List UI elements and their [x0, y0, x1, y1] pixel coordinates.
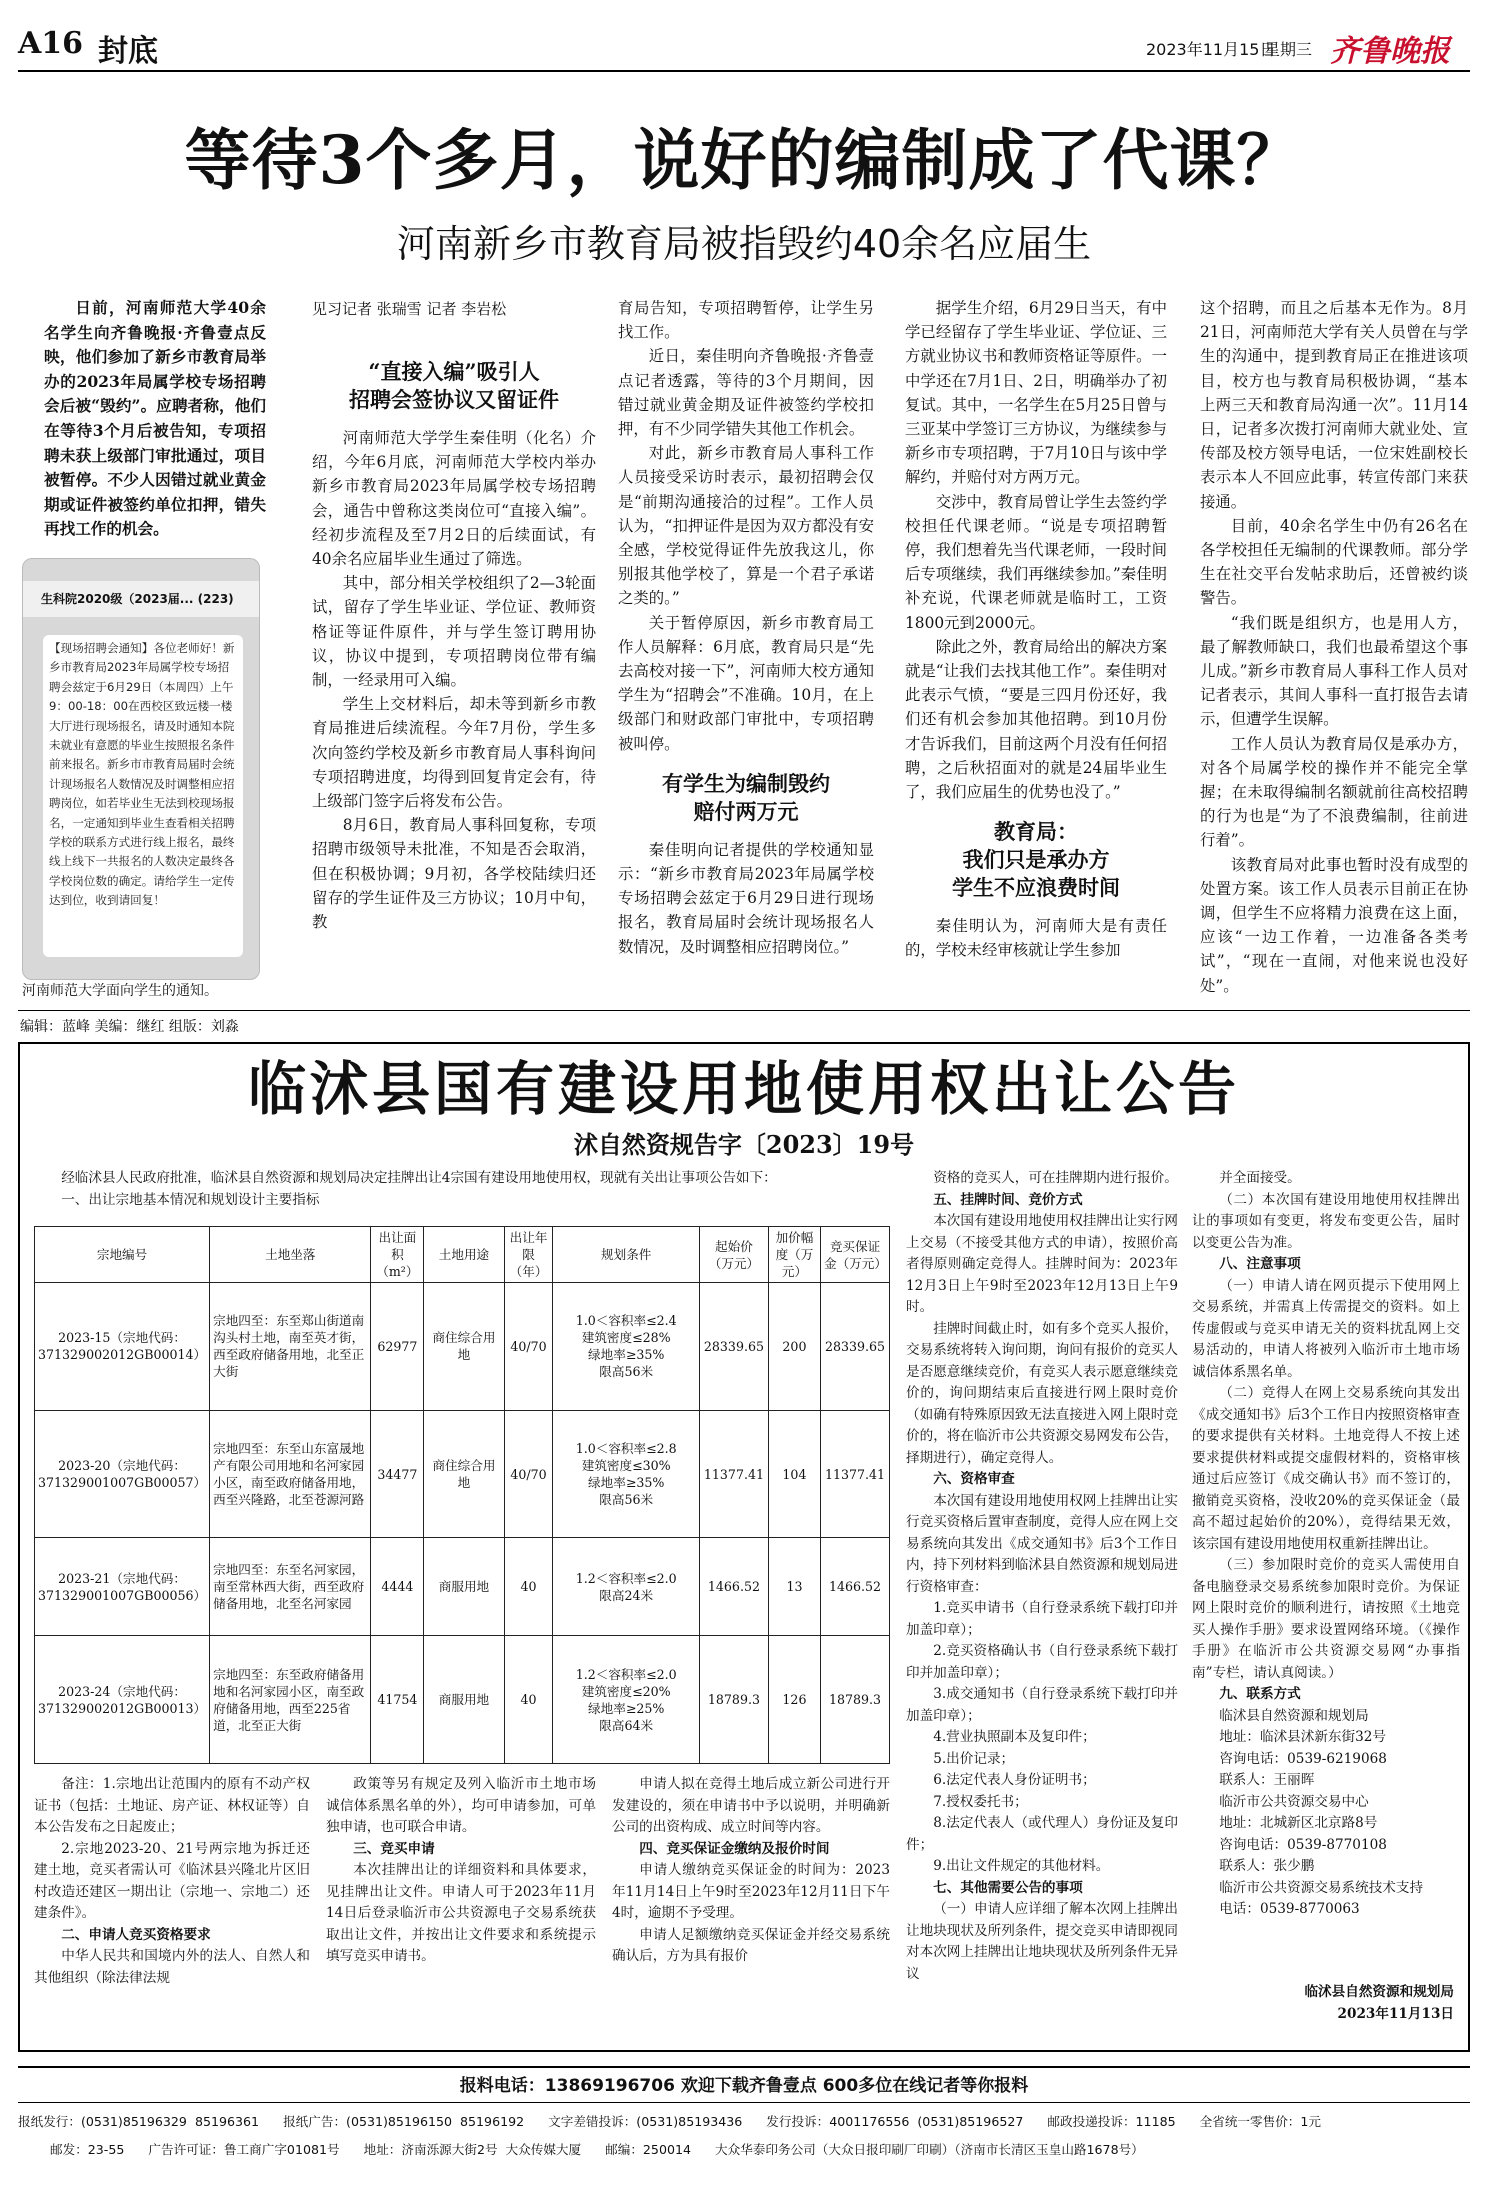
parcel-use: 商住综合用地	[424, 1283, 504, 1411]
footer-line2: 邮发：23-55 广告许可证：鲁工商广字01081号 地址：济南泺源大街2号 大众传媒大厦 邮编：250014 大众华泰印务公司（大众日报印刷厂印刷）（济南市长清区玉皇山路1678号）	[50, 2142, 1144, 2157]
starting-price: 1466.52	[699, 1538, 768, 1636]
parcel-id: 2023-21（宗地代码：371329001007GB00056）	[35, 1538, 210, 1636]
paragraph: 育局告知，专项招聘暂停，让学生另找工作。	[618, 299, 874, 342]
notice-paragraph: 政策等另有规定及列入临沂市土地市场诚信体系黑名单的外），均可申请参加，可单独申请，也可联合申请。	[326, 1776, 596, 1835]
paragraph: 秦佳明认为，河南师大是有责任的，学校未经审核就让学生参加	[905, 917, 1167, 960]
hotline-banner: 报料电话：13869196706 欢迎下载齐鲁壹点 600多位在线记者等你报料	[459, 2076, 1029, 2096]
notice-paragraph: （二）竞得人在网上交易系统向其发出《成交通知书》后3个工作日内按照资格审查的要求提供有关材料。土地竞得人不按上述要求提供材料或提交虚假材料的，资格审核通过后应签订《成交确认书》而不签订的，撤销竞买资格，没收20%的竞买保证金（最高不超过起始价的20%），竞得结果无效，该宗国有建设用地使用权重新挂牌出让。	[1192, 1385, 1460, 1552]
notice-section-heading: 八、注意事项	[1219, 1256, 1301, 1272]
paragraph: 这个招聘，而且之后基本无作为。8月21日，河南师范大学有关人员曾在与学生的沟通中，提到教育局正在推进该项目，校方也与教育局积极协调，“基本上两三天和教育局沟通一次”。11月14日，记者多次拨打河南师大就业处、宣传部及校方领导电话，一位宋姓副校长表示本人不回应此事，转宣传部门来获接通。	[1200, 299, 1468, 511]
notice-paragraph: 8.法定代表人（或代理人）身份证及复印件；	[906, 1815, 1178, 1853]
notice-paragraph: 联系人：王丽晖	[1219, 1772, 1315, 1788]
deposit: 11377.41	[821, 1410, 890, 1538]
notice-paragraph: 挂牌时间截止时，如有多个竞买人报价，交易系统将转入询问期，询问有报价的竞买人是否愿意继续竞价，有竞买人表示愿意继续竞价的，询问期结束后直接进行网上限时竞价（如确有特殊原因致无法直接进入网上限时竞价的，将在临沂市公共资源交易网发布公告，择期进行），确定竞得人。	[906, 1320, 1178, 1466]
parcel-area: 4444	[371, 1538, 424, 1636]
notice-paragraph: 资格的竞买人，可在挂牌期内进行报价。	[933, 1170, 1178, 1186]
parcel-location: 宗地四至：东至山东富晟地产有限公司用地和名河家园小区，南至政府储备用地，西至兴隆路，北至苍源河路	[210, 1410, 371, 1538]
paragraph: 目前，40余名学生中仍有26名在各学校担任无编制的代课教师。部分学生在社交平台发帖求助后，还曾被约谈警告。	[1200, 516, 1468, 608]
deposit: 28339.65	[821, 1283, 890, 1411]
notice-paragraph: 本次挂牌出让的详细资料和具体要求，见挂牌出让文件。申请人可于2023年11月14日后登录临沂市公共资源电子交易系统获取出让文件，并按出让文件要求和系统提示填写竞买申请书。	[326, 1862, 596, 1964]
paragraph: 学生上交材料后，却未等到新乡市教育局推进后续流程。今年7月份，学生多次向签约学校及新乡市教育局人事科询问专项招聘进度，均得到回复肯定会有，待上级部门签字后将发布公告。	[312, 695, 596, 811]
col-header: 出让年限（年）	[504, 1227, 553, 1283]
bid-increment: 104	[768, 1410, 820, 1538]
col-header: 土地用途	[424, 1227, 504, 1283]
intro-text: 经临沭县人民政府批准，临沭县自然资源和规划局决定挂牌出让4宗国有建设用地使用权，现就有关出让事项公告如下：	[61, 1170, 777, 1186]
planning-conditions: 1.2＜容积率≤2.0 建筑密度≤20% 绿地率≥25% 限高64米	[553, 1636, 700, 1764]
table-row	[35, 1283, 890, 1411]
planning-conditions: 1.2＜容积率≤2.0 限高24米	[553, 1538, 700, 1636]
parcel-location: 宗地四至：东至名河家园，南至常林西大街，西至政府储备用地，北至名河家园	[210, 1538, 371, 1636]
col-header: 土地坐落	[210, 1227, 371, 1283]
parcel-area: 62977	[371, 1283, 424, 1411]
notice-paragraph: 咨询电话：0539-6219068	[1219, 1750, 1387, 1767]
byline: 见习记者 张瑞雪 记者 李岩松	[312, 300, 507, 318]
notice-paragraph: 申请人缴纳竞买保证金的时间为：2023年11月14日上午9时至2023年12月11日下午4时，逾期不予受理。	[612, 1862, 890, 1921]
paragraph: 交涉中，教育局曾让学生去签约学校担任代课老师。“说是专项招聘暂停，我们想着先当代课老师，一段时间后专项继续，我们再继续参加。”秦佳明补充说，代课老师就是临时工，工资1800元到2000元。	[905, 492, 1167, 632]
notice-signature	[1192, 1982, 1454, 2025]
headline: 等待3个多月，说好的编制成了代课？	[184, 121, 1304, 199]
notice-paragraph: 临沂市公共资源交易系统技术支持	[1219, 1879, 1424, 1896]
section-heading: 一、出让宗地基本情况和规划设计主要指标	[61, 1191, 320, 1208]
parcel-use: 商服用地	[424, 1538, 504, 1636]
notice-paragraph: 咨询电话：0539-8770108	[1219, 1836, 1387, 1853]
starting-price: 11377.41	[699, 1410, 768, 1538]
notice-section-heading: 五、挂牌时间、竞价方式	[933, 1191, 1083, 1208]
page-number: A16	[18, 26, 84, 61]
notice-paragraph: （一）申请人请在网页提示下使用网上交易系统，并需真上传需提交的资料。如上传虚假或与竞买申请无关的资料扰乱网上交易活动的，申请人将被列入临沂市土地市场诚信体系黑名单。	[1192, 1277, 1460, 1380]
bid-increment: 13	[768, 1538, 820, 1636]
notice-paragraph: 联系人：张少鹏	[1219, 1858, 1315, 1874]
col-header: 出让面积（m²）	[371, 1227, 424, 1283]
parcel-term: 40/70	[504, 1410, 553, 1538]
notice-paragraph: 2.宗地2023-20、21号两宗地为拆迁还建土地，竞买者需认可《临沭县兴隆北片区旧村改造还建区一期出让（宗地一、宗地二）还建条件》。	[34, 1840, 310, 1921]
notice-number: 沭自然资规告字〔2023〕19号	[573, 1130, 915, 1159]
starting-price: 28339.65	[699, 1283, 768, 1411]
notice-paragraph: 临沭县自然资源和规划局	[1219, 1707, 1369, 1724]
newspaper-logo: 齐鲁晚报	[1330, 34, 1450, 69]
notice-intro	[34, 1168, 890, 1211]
col-header: 规划条件	[553, 1227, 700, 1283]
table-row	[35, 1410, 890, 1538]
parcel-term: 40/70	[504, 1283, 553, 1411]
phone-screenshot	[22, 558, 260, 980]
paragraph: 其中，部分相关学校组织了2—3轮面试，留存了学生毕业证、学位证、教师资格证等证件原件，并与学生签订聘用协议，协议中提到，专项招聘岗位带有编制，一经录用可入编。	[312, 574, 596, 690]
notice-paragraph: 5.出价记录；	[933, 1750, 1015, 1767]
land-table	[34, 1226, 890, 1764]
deposit: 1466.52	[821, 1538, 890, 1636]
sign-date: 2023年11月13日	[1337, 2005, 1454, 2022]
notice-paragraph: 地址：北城新区北京路8号	[1219, 1815, 1378, 1831]
notice-block-c4	[1192, 1168, 1460, 1921]
subhead-direct-hire: “直接入编”吸引人 招聘会签协议又留证件	[349, 359, 559, 412]
parcel-use: 商服用地	[424, 1636, 504, 1764]
notice-paragraph: （三）参加限时竞价的竞买人需使用自备电脑登录交易系统参加限时竞价。为保证网上限时竞价的顺利进行，请按照《土地竞买人操作手册》要求设置网络环境。（《操作手册》在临沂市公共资源交易网“办事指南”专栏，请认真阅读。）	[1192, 1557, 1460, 1681]
col-header: 起始价（万元）	[699, 1227, 768, 1283]
section-name: 封底	[98, 34, 158, 69]
masthead	[18, 26, 1470, 69]
masthead-rule	[18, 70, 1470, 72]
paragraph: 对此，新乡市教育局人事科工作人员接受采访时表示，最初招聘会仅是“前期沟通接洽的过程”。工作人员认为，“扣押证件是因为双方都没有安全感，学校觉得证件先放我这儿，你别报其他学校了，算是一个君子承诺之类的。”	[618, 444, 874, 608]
notice-block-bm	[326, 1774, 596, 1968]
bid-increment: 200	[768, 1283, 820, 1411]
bid-increment: 126	[768, 1636, 820, 1764]
notice-section-heading: 九、联系方式	[1219, 1686, 1301, 1702]
article-col3	[618, 296, 874, 959]
notice-paragraph: 1.竞买申请书（自行登录系统下载打印并加盖印章）；	[906, 1600, 1178, 1638]
lead-text: 日前，河南师范大学40余名学生向齐鲁晚报·齐鲁壹点反映，他们参加了新乡市教育局举办的2023年局属学校专场招聘会后被“毁约”。应聘者称，他们在等待3个月后被告知，专项招聘未获上级部门审批通过，项目被暂停。不少人因错过就业黄金期或证件被签约单位扣押，错失再找工作的机会。	[44, 298, 266, 539]
paragraph: 近日，秦佳明向齐鲁晚报·齐鲁壹点记者透露，等待的3个月期间，因错过就业黄金期及证件被签约学校扣押，有不少同学错失其他工作机会。	[618, 347, 874, 439]
col-header: 宗地编号	[35, 1227, 210, 1283]
deposit: 18789.3	[821, 1636, 890, 1764]
notice-block-bl	[34, 1774, 310, 1989]
notice-paragraph: 并全面接受。	[1219, 1170, 1301, 1186]
article-col4	[905, 296, 1167, 963]
notice-paragraph: 7.授权委托书；	[933, 1793, 1028, 1810]
parcel-term: 40	[504, 1538, 553, 1636]
notice-paragraph: （一）申请人应详细了解本次网上挂牌出让地块现状及所列条件，提交竞买申请即视同对本次网上挂牌出让地块现状及所列条件无异议	[906, 1901, 1178, 1982]
notice-section-heading: 六、资格审查	[933, 1471, 1015, 1487]
parcel-location: 宗地四至：东至郑山街道南沟头村土地，南至英才街，西至政府储备用地，北至正大街	[210, 1283, 371, 1411]
notice-paragraph: 中华人民共和国境内外的法人、自然人和其他组织（除法律法规	[34, 1948, 310, 1986]
notice-paragraph: 本次国有建设用地使用权挂牌出让实行网上交易（不接受其他方式的申请），按照价高者得原则确定竞得人。挂牌时间为：2023年12月3日上午9时至2023年12月13日上午9时。	[906, 1213, 1178, 1315]
notice-paragraph: 本次国有建设用地使用权网上挂牌出让实行竞买资格后置审查制度，竞得人应在网上交易系统向其发出《成交通知书》后3个工作日内，持下列材料到临沭县自然资源和规划局进行资格审查：	[906, 1492, 1178, 1595]
paragraph: 河南师范大学学生秦佳明（化名）介绍，今年6月底，河南师范大学校内举办新乡市教育局2023年局属学校专场招聘会，通告中曾称这类岗位可“直接入编”。经初步流程及至7月2日的后续面试，有40余名应届毕业生通过了筛选。	[312, 429, 596, 569]
paragraph: 该教育局对此事也暂时没有成型的处置方案。该工作人员表示目前正在协调，但学生不应将精力浪费在这上面，应该“一边工作着，一边准备各类考试”，“现在一直闹，对他来说也没好处”。	[1200, 855, 1468, 995]
notice-paragraph: （二）本次国有建设用地使用权挂牌出让的事项如有变更，将发布变更公告，届时以变更公告为准。	[1192, 1191, 1460, 1251]
notice-paragraph: 备注：1.宗地出让范围内的原有不动产权证书（包括：土地证、房产证、林权证等）自本公告发布之日起废止；	[34, 1776, 310, 1835]
parcel-use: 商住综合用地	[424, 1410, 504, 1538]
notice-title: 临沭县国有建设用地使用权出让公告	[247, 1055, 1240, 1123]
parcel-location: 宗地四至：东至政府储备用地和名河家园小区，南至政府储备用地，西至225省道，北至正大街	[210, 1636, 371, 1764]
parcel-term: 40	[504, 1636, 553, 1764]
notice-paragraph: 电话：0539-8770063	[1219, 1901, 1360, 1917]
parcel-id: 2023-20（宗地代码：371329001007GB00057）	[35, 1410, 210, 1538]
article-col5	[1200, 296, 1468, 998]
lead-paragraph	[44, 296, 266, 542]
land-auction-notice	[18, 1042, 1470, 2052]
planning-conditions: 1.0＜容积率≤2.4 建筑密度≤28% 绿地率≥35% 限高56米	[553, 1283, 700, 1411]
notice-paragraph: 3.成交通知书（自行登录系统下载打印并加盖印章）；	[906, 1686, 1178, 1724]
issue-date: 2023年11月15日	[1146, 40, 1276, 59]
paragraph: 据学生介绍，6月29日当天，有中学已经留存了学生毕业证、学位证、三方就业协议书和教师资格证等原件。一中学还在7月1日、2日，明确举办了初复试。其中，一名学生在5月25日曾与三亚某中学签订三方协议，为继续参与新乡市专项招聘，于7月10日与该中学解约，并赔付对方两万元。	[905, 299, 1167, 487]
editors-credit: 编辑：蓝峰 美编：继红 组版：刘淼	[20, 1019, 239, 1035]
paragraph: “我们既是组织方，也是用人方，最了解教师缺口，我们也最希望这个事儿成。”新乡市教育局人事科工作人员对记者表示，其间人事科一直打报告去请示，但遭学生误解。	[1200, 613, 1468, 729]
notice-paragraph: 临沂市公共资源交易中心	[1219, 1793, 1369, 1810]
table-row	[35, 1636, 890, 1764]
footer-top-rule	[18, 2066, 1470, 2068]
col-header: 加价幅度（万元）	[768, 1227, 820, 1283]
paragraph: 关于暂停原因，新乡市教育局工作人员解释：6月底，教育局只是“先去高校对接一下”，河南师大校方通知学生为“招聘会”不准确。10月，在上级部门和财政部门审批中，专项招聘被叫停。	[618, 613, 874, 753]
chat-header: 生科院2020级（2023届... (223)	[23, 581, 259, 617]
notice-section-heading: 七、其他需要公告的事项	[933, 1879, 1083, 1896]
notice-section-heading: 四、竞买保证金缴纳及报价时间	[639, 1840, 830, 1857]
article-col2	[312, 322, 596, 934]
parcel-id: 2023-15（宗地代码：371329002012GB00014）	[35, 1283, 210, 1411]
notice-section-heading: 三、竞买申请	[353, 1840, 435, 1857]
editor-rule	[18, 1010, 1470, 1011]
notice-paragraph: 6.法定代表人身份证明书；	[933, 1772, 1096, 1788]
notice-section-heading: 二、申请人竞买资格要求	[61, 1926, 211, 1943]
issue-weekday: 星期三	[1264, 40, 1313, 59]
subheadline: 河南新乡市教育局被指毁约40余名应届生	[396, 222, 1092, 266]
planning-conditions: 1.0＜容积率≤2.8 建筑密度≤30% 绿地率≥35% 限高56米	[553, 1410, 700, 1538]
parcel-id: 2023-24（宗地代码：371329002012GB00013）	[35, 1636, 210, 1764]
notice-paragraph: 申请人拟在竞得土地后成立新公司进行开发建设的，须在申请书中予以说明，并明确新公司的出资构成、成立时间等内容。	[612, 1776, 890, 1835]
notice-paragraph: 9.出让文件规定的其他材料。	[933, 1858, 1110, 1874]
parcel-area: 41754	[371, 1636, 424, 1764]
notice-paragraph: 申请人足额缴纳竞买保证金并经交易系统确认后，方为具有报价	[612, 1926, 890, 1964]
paragraph: 工作人员认为教育局仅是承办方，对各个局属学校的操作并不能完全掌握；在未取得编制名额就前往高校招聘的行为也是“为了不浪费编制，往前进行着”。	[1200, 734, 1468, 850]
subhead-education-bureau: 教育局： 我们只是承办方 学生不应浪费时间	[952, 819, 1120, 901]
footer-mid-rule	[18, 2102, 1470, 2103]
starting-price: 18789.3	[699, 1636, 768, 1764]
notice-block-c3	[906, 1168, 1178, 1985]
paragraph: 秦佳明向记者提供的学校通知显示：“新乡市教育局2023年局属学校专场招聘会兹定于6月29日进行现场报名，教育局届时会统计现场报名人数情况，及时调整相应招聘岗位。”	[618, 840, 874, 956]
chat-message: 【现场招聘会通知】各位老师好！新乡市教育局2023年局属学校专场招聘会兹定于6月29日（本周四）上午9：00-18：00在西校区致远楼一楼大厅进行现场报名，请及时通知本院未就业有意愿的毕业生按照报名条件前来报名。新乡市市教育局届时会统计现场报名人数情况及时调整相应招聘岗位，如若毕业生无法到校现场报名，一定通知到毕业生查看相关招聘学校的联系方式进行线上报名，最终线上线下一共报名的人数决定最终各学校岗位数的确定。请给学生一定传达到位，收到请回复！	[43, 635, 243, 957]
notice-paragraph: 2.竞买资格确认书（自行登录系统下载打印并加盖印章）；	[906, 1643, 1178, 1681]
table-row	[35, 1538, 890, 1636]
col-header: 竞买保证金（万元）	[821, 1227, 890, 1283]
paragraph: 8月6日，教育局人事科回复称，专项招聘市级领导未批准，不知是否会取消，但在积极协调；9月初，各学校陆续归还留存的学生证件及三方协议；10月中旬，教	[312, 816, 596, 932]
notice-paragraph: 地址：临沭县沭新东街32号	[1219, 1729, 1387, 1745]
table-header-row	[35, 1227, 890, 1283]
footer-line1: 报纸发行：(0531)85196329 85196361 报纸广告：(0531)85196150 85196192 文字差错投诉：(0531)85193436 发行投诉：4001176556 (0531)85196527 邮政投递投诉：11185 全省统一零售价：1元	[18, 2114, 1321, 2129]
parcel-area: 34477	[371, 1410, 424, 1538]
subhead-compensation: 有学生为编制毁约 赔付两万元	[662, 770, 830, 824]
notice-block-br	[612, 1774, 890, 1968]
signer: 临沭县自然资源和规划局	[1304, 1984, 1454, 2000]
photo-caption: 河南师范大学面向学生的通知。	[22, 983, 218, 999]
paragraph: 除此之外，教育局给出的解决方案就是“让我们去找其他工作”。秦佳明对此表示气愤，“要是三四月份还好，我们还有机会参加其他招聘。到10月份才告诉我们，目前这两个月没有任何招聘，之后秋招面对的就是24届毕业生了，我们应届生的优势也没了。”	[905, 637, 1167, 802]
notice-paragraph: 4.营业执照副本及复印件；	[933, 1729, 1096, 1745]
